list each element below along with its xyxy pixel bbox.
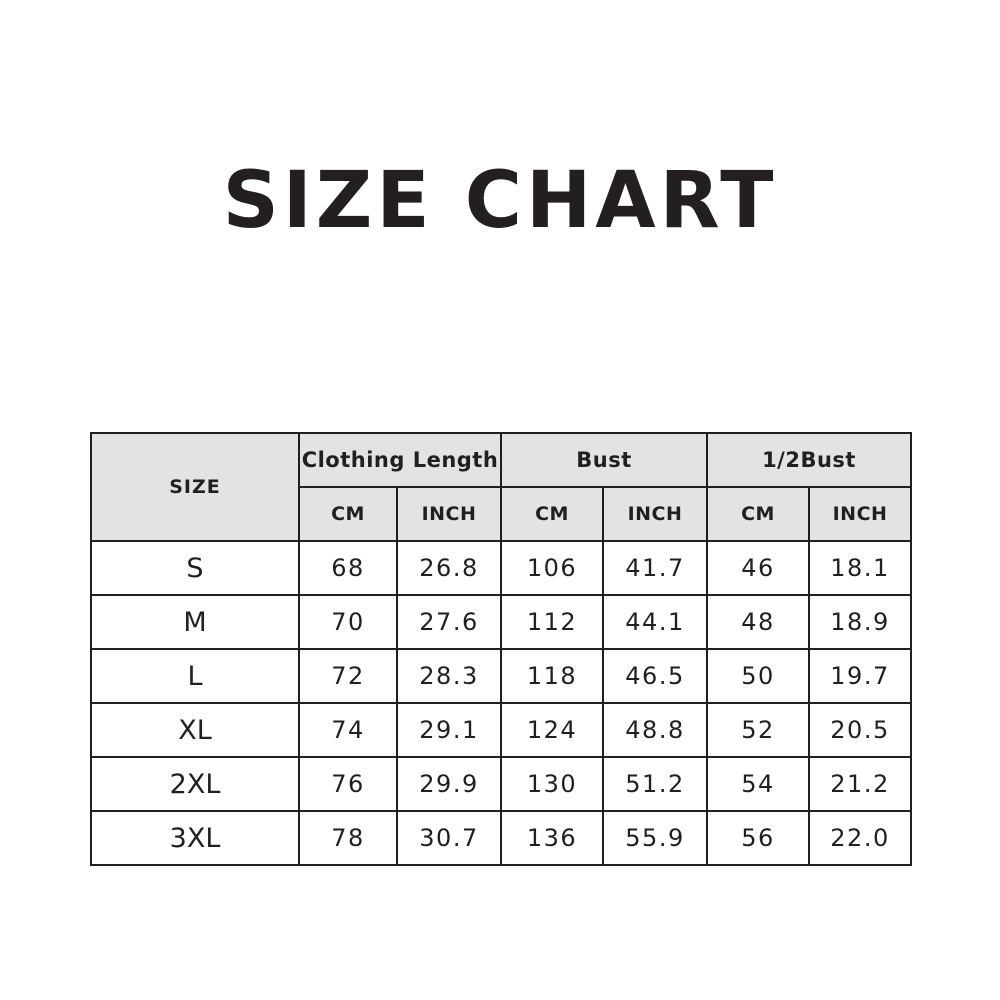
column-header-half-bust: 1/2Bust	[707, 433, 911, 487]
cell-bust-cm: 130	[501, 757, 603, 811]
cell-half-bust-inch: 18.9	[809, 595, 911, 649]
table-row	[91, 541, 911, 595]
cell-length-cm: 68	[299, 541, 397, 595]
table-row	[91, 595, 911, 649]
cell-size: 2XL	[91, 757, 299, 811]
cell-half-bust-cm: 46	[707, 541, 809, 595]
cell-half-bust-cm: 52	[707, 703, 809, 757]
cell-length-inch: 29.9	[397, 757, 501, 811]
column-header-bust: Bust	[501, 433, 707, 487]
cell-bust-inch: 46.5	[603, 649, 707, 703]
size-chart-table	[90, 432, 912, 866]
cell-length-cm: 78	[299, 811, 397, 865]
cell-length-cm: 76	[299, 757, 397, 811]
table-row	[91, 811, 911, 865]
cell-half-bust-inch: 21.2	[809, 757, 911, 811]
cell-size: M	[91, 595, 299, 649]
cell-half-bust-cm: 50	[707, 649, 809, 703]
unit-header-bust-cm: CM	[501, 487, 603, 541]
cell-half-bust-cm: 54	[707, 757, 809, 811]
cell-length-inch: 30.7	[397, 811, 501, 865]
cell-bust-inch: 55.9	[603, 811, 707, 865]
cell-length-cm: 74	[299, 703, 397, 757]
table-header-group-row	[91, 433, 911, 487]
cell-bust-cm: 118	[501, 649, 603, 703]
unit-header-length-cm: CM	[299, 487, 397, 541]
cell-half-bust-inch: 20.5	[809, 703, 911, 757]
page-title: SIZE CHART	[222, 156, 778, 246]
cell-half-bust-cm: 48	[707, 595, 809, 649]
unit-header-length-inch: INCH	[397, 487, 501, 541]
cell-bust-inch: 48.8	[603, 703, 707, 757]
cell-bust-cm: 124	[501, 703, 603, 757]
cell-bust-cm: 106	[501, 541, 603, 595]
cell-size: 3XL	[91, 811, 299, 865]
cell-bust-inch: 41.7	[603, 541, 707, 595]
cell-bust-inch: 51.2	[603, 757, 707, 811]
cell-size: L	[91, 649, 299, 703]
cell-half-bust-cm: 56	[707, 811, 809, 865]
column-header-clothing-length: Clothing Length	[299, 433, 501, 487]
cell-half-bust-inch: 18.1	[809, 541, 911, 595]
cell-length-inch: 28.3	[397, 649, 501, 703]
cell-length-inch: 27.6	[397, 595, 501, 649]
cell-bust-cm: 136	[501, 811, 603, 865]
cell-size: S	[91, 541, 299, 595]
table-row	[91, 757, 911, 811]
cell-size: XL	[91, 703, 299, 757]
cell-length-inch: 26.8	[397, 541, 501, 595]
unit-header-half-bust-inch: INCH	[809, 487, 911, 541]
cell-bust-cm: 112	[501, 595, 603, 649]
cell-length-cm: 70	[299, 595, 397, 649]
cell-length-inch: 29.1	[397, 703, 501, 757]
unit-header-half-bust-cm: CM	[707, 487, 809, 541]
table-row	[91, 649, 911, 703]
cell-half-bust-inch: 19.7	[809, 649, 911, 703]
column-header-size: SIZE	[91, 433, 299, 541]
cell-half-bust-inch: 22.0	[809, 811, 911, 865]
table-row	[91, 703, 911, 757]
cell-length-cm: 72	[299, 649, 397, 703]
cell-bust-inch: 44.1	[603, 595, 707, 649]
unit-header-bust-inch: INCH	[603, 487, 707, 541]
